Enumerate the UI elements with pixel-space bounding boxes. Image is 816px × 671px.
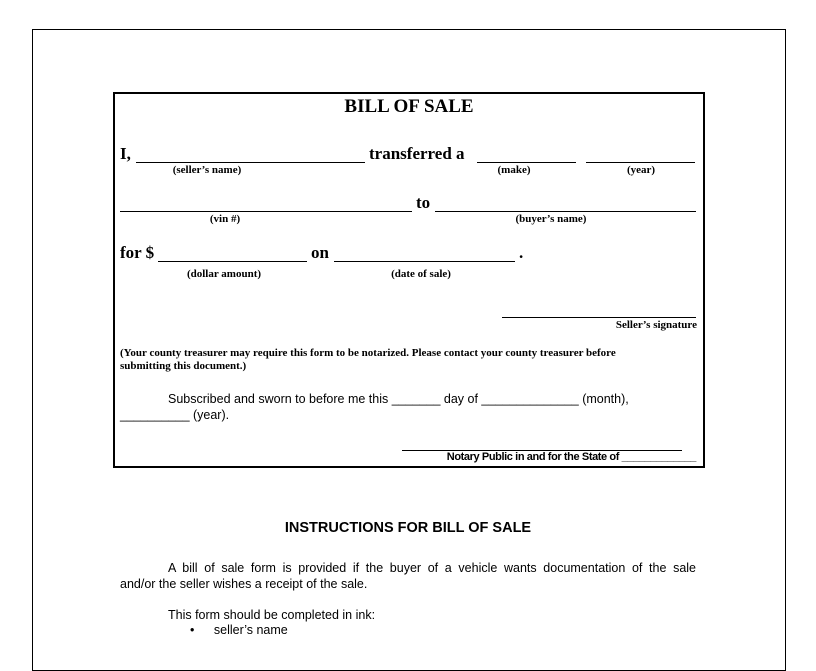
line3-on: on xyxy=(311,243,329,262)
make-caption: (make) xyxy=(497,164,531,176)
sworn-statement-line1: Subscribed and sworn to before me this _______ day of ______________ (month), xyxy=(168,392,629,406)
instructions-para2: This form should be completed in ink: xyxy=(168,608,376,622)
seller-name-caption: (seller’s name) xyxy=(172,164,242,176)
instructions-title: INSTRUCTIONS FOR BILL OF SALE xyxy=(284,520,532,536)
buyer-name-caption: (buyer’s name) xyxy=(515,213,587,225)
instructions-para1-line2: and/or the seller wishes a receipt of the sale. xyxy=(120,577,368,591)
notarize-note-line1: (Your county treasurer may require this form to be notarized. Please contact your county treasurer before xyxy=(120,347,616,359)
seller-signature-blank[interactable] xyxy=(502,317,696,318)
notarize-note-line2: submitting this document.) xyxy=(120,360,247,372)
instructions-bullet-item xyxy=(190,622,390,638)
make-blank[interactable] xyxy=(477,162,576,163)
line1-transferred: transferred a xyxy=(369,144,465,163)
form-title: BILL OF SALE xyxy=(344,96,474,117)
instructions-para1-line1: A bill of sale form is provided if the buyer of a vehicle wants documentation of the sale xyxy=(168,561,696,575)
seller-name-blank[interactable] xyxy=(136,162,365,163)
bill-of-sale-form xyxy=(113,92,705,468)
line3-prefix: for $ xyxy=(120,243,155,262)
vin-caption: (vin #) xyxy=(209,213,241,225)
vin-blank[interactable] xyxy=(120,211,412,212)
bullet-icon: • xyxy=(190,623,195,637)
notary-label: Notary Public in and for the State of _____________ xyxy=(446,451,696,463)
year-caption: (year) xyxy=(626,164,656,176)
buyer-name-blank[interactable] xyxy=(435,211,696,212)
seller-signature-caption: Seller’s signature xyxy=(615,319,697,331)
date-of-sale-caption: (date of sale) xyxy=(391,268,451,280)
sworn-statement-line2: __________ (year). xyxy=(120,408,230,422)
date-of-sale-blank[interactable] xyxy=(334,261,515,262)
line3-period: . xyxy=(519,243,524,262)
bullet-text: seller’s name xyxy=(213,623,288,637)
dollar-amount-blank[interactable] xyxy=(158,261,307,262)
dollar-amount-caption: (dollar amount) xyxy=(186,268,262,280)
year-blank[interactable] xyxy=(586,162,695,163)
line2-to: to xyxy=(416,193,431,212)
line1-prefix: I, xyxy=(120,144,131,163)
